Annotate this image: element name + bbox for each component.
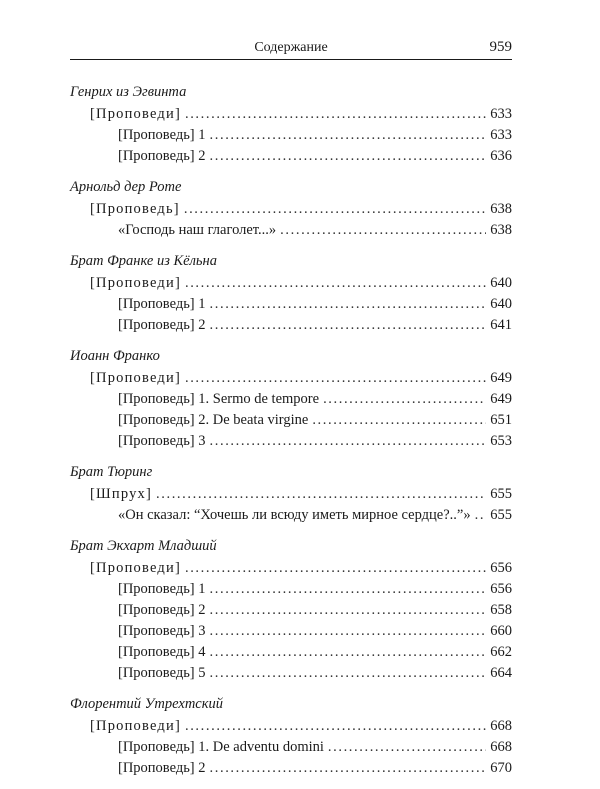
author-heading: Брат Франке из Кёльна — [70, 253, 217, 269]
dot-leader — [185, 273, 486, 294]
entry-title: [Проповеди] — [90, 718, 181, 734]
toc-entry — [70, 737, 512, 758]
entry-page-number: 655 — [490, 507, 512, 523]
entry-title: [Проповеди] — [90, 560, 181, 576]
toc-entry — [70, 199, 512, 220]
entry-page-number: 660 — [490, 623, 512, 639]
entry-page-number: 656 — [490, 581, 512, 597]
toc-section — [70, 251, 512, 336]
toc-entry — [70, 758, 512, 779]
entry-page-number: 653 — [490, 433, 512, 449]
toc-entry — [70, 600, 512, 621]
author-heading: Иоанн Франко — [70, 348, 160, 364]
dot-leader — [156, 484, 486, 505]
toc-entry — [70, 642, 512, 663]
entry-page-number: 668 — [490, 718, 512, 734]
dot-leader — [185, 558, 486, 579]
entry-title: [Проповедь] 1 — [118, 296, 206, 312]
dot-leader — [210, 579, 487, 600]
entry-page-number: 670 — [490, 760, 512, 776]
entry-title: [Проповеди] — [90, 275, 181, 291]
toc-entry — [70, 146, 512, 167]
entry-page-number: 651 — [490, 412, 512, 428]
dot-leader — [210, 600, 487, 621]
author-heading: Флорентий Утрехтский — [70, 696, 224, 712]
dot-leader — [210, 642, 487, 663]
entry-page-number: 655 — [490, 486, 512, 502]
toc-entry — [70, 716, 512, 737]
entry-title: [Проповедь] 1 — [118, 581, 206, 597]
entry-title: [Проповедь] 2 — [118, 760, 206, 776]
dot-leader — [210, 146, 487, 167]
toc-entry — [70, 558, 512, 579]
dot-leader — [210, 621, 487, 642]
running-header — [70, 37, 512, 60]
entry-title: [Проповедь] 1. De adventu domini — [118, 739, 324, 755]
entry-page-number: 638 — [490, 201, 512, 217]
dot-leader — [184, 199, 486, 220]
toc-entry — [70, 294, 512, 315]
entry-title: [Проповедь] 5 — [118, 665, 206, 681]
toc-entry — [70, 104, 512, 125]
entry-title: [Проповедь] 3 — [118, 623, 206, 639]
toc-entry — [70, 315, 512, 336]
dot-leader — [210, 758, 487, 779]
dot-leader — [210, 125, 487, 146]
dot-leader — [185, 716, 486, 737]
toc-entry — [70, 505, 512, 526]
toc-section — [70, 694, 512, 779]
entry-page-number: 633 — [490, 127, 512, 143]
toc-section — [70, 536, 512, 684]
entry-page-number: 668 — [490, 739, 512, 755]
author-heading: Брат Экхарт Младший — [70, 538, 217, 554]
toc-entry — [70, 220, 512, 241]
entry-title: [Проповедь] 4 — [118, 644, 206, 660]
toc-entry — [70, 431, 512, 452]
entry-title: [Проповедь] 2 — [118, 148, 206, 164]
toc-entry — [70, 579, 512, 600]
dot-leader — [210, 294, 487, 315]
dot-leader — [210, 431, 487, 452]
toc-section — [70, 462, 512, 526]
entry-title: [Проповеди] — [90, 106, 181, 122]
entry-page-number: 658 — [490, 602, 512, 618]
toc-entry — [70, 273, 512, 294]
entry-title: [Проповедь] — [90, 201, 180, 217]
entry-page-number: 633 — [490, 106, 512, 122]
entry-title: «Он сказал: “Хочешь ли всюду иметь мирное сердце?..”» — [118, 507, 471, 523]
toc-entry — [70, 410, 512, 431]
toc-section — [70, 177, 512, 241]
author-heading: Генрих из Эгвинта — [70, 84, 187, 100]
entry-title: [Проповедь] 1. Sermo de tempore — [118, 391, 320, 407]
entry-title: [Проповедь] 3 — [118, 433, 206, 449]
table-of-contents — [70, 82, 512, 789]
entry-page-number: 640 — [490, 275, 512, 291]
toc-section — [70, 346, 512, 452]
entry-title: [Проповедь] 1 — [118, 127, 206, 143]
dot-leader — [328, 737, 486, 758]
dot-leader — [185, 104, 486, 125]
entry-page-number: 649 — [490, 391, 512, 407]
entry-page-number: 664 — [490, 665, 512, 681]
toc-entry — [70, 484, 512, 505]
entry-title: [Проповедь] 2 — [118, 602, 206, 618]
toc-entry — [70, 389, 512, 410]
entry-page-number: 640 — [490, 296, 512, 312]
dot-leader — [323, 389, 486, 410]
toc-entry — [70, 663, 512, 684]
entry-page-number: 641 — [490, 317, 512, 333]
entry-page-number: 638 — [490, 222, 512, 238]
entry-page-number: 636 — [490, 148, 512, 164]
entry-title: [Проповеди] — [90, 370, 181, 386]
entry-page-number: 662 — [490, 644, 512, 660]
toc-entry — [70, 621, 512, 642]
author-heading: Брат Тюринг — [70, 464, 153, 480]
dot-leader — [185, 368, 486, 389]
dot-leader — [210, 315, 487, 336]
entry-title: [Проповедь] 2 — [118, 317, 206, 333]
entry-title: [Шпрух] — [90, 486, 153, 502]
dot-leader — [475, 505, 487, 526]
entry-page-number: 649 — [490, 370, 512, 386]
entry-page-number: 656 — [490, 560, 512, 576]
dot-leader — [210, 663, 487, 684]
header-title: Содержание — [254, 40, 328, 55]
author-heading: Арнольд дер Роте — [70, 179, 182, 195]
header-page-number: 959 — [489, 39, 512, 55]
entry-title: [Проповедь] 2. De beata virgine — [118, 412, 309, 428]
toc-section — [70, 82, 512, 167]
dot-leader — [312, 410, 486, 431]
dot-leader — [280, 220, 486, 241]
toc-entry — [70, 368, 512, 389]
toc-entry — [70, 125, 512, 146]
entry-title: «Господь наш глаголет...» — [118, 222, 277, 238]
